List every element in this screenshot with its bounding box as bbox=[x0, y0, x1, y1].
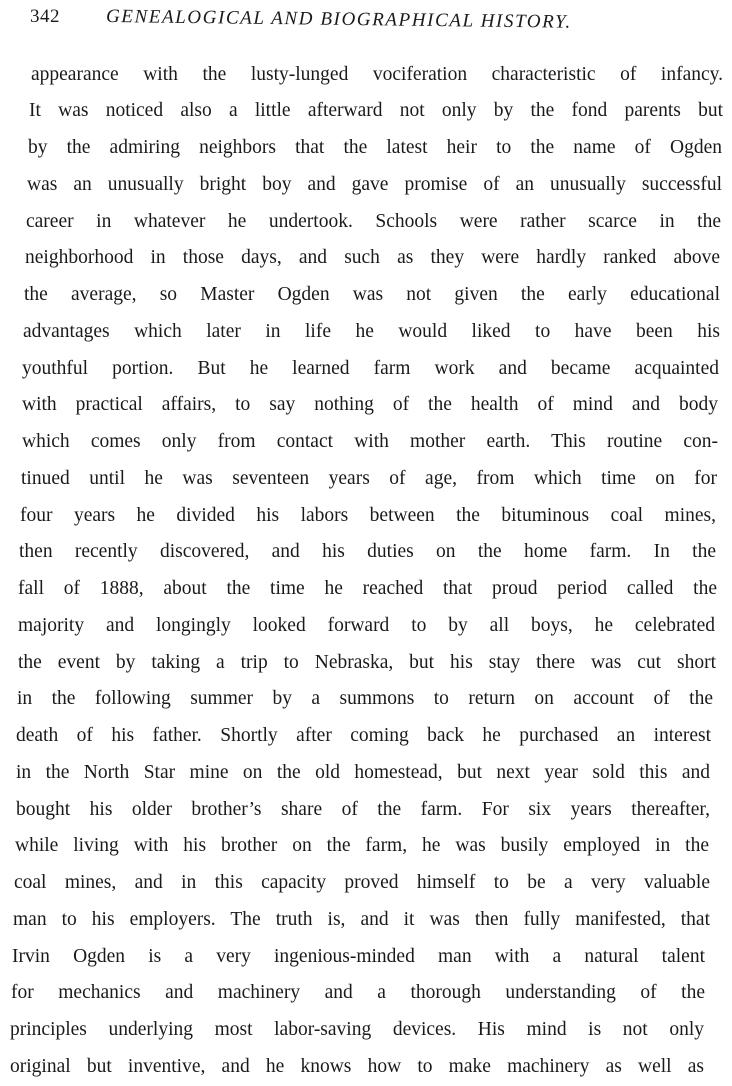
text-line: then recently discovered, and his duties on the home farm. In the bbox=[19, 541, 716, 562]
text-line: youthful portion. But he learned farm work and became acquainted bbox=[22, 358, 719, 379]
running-title: GENEALOGICAL AND BIOGRAPHICAL HISTORY. bbox=[105, 6, 572, 33]
text-line: appearance with the lusty-lunged vociferation characteristic of infancy. bbox=[31, 64, 723, 85]
page-number: 342 bbox=[30, 6, 60, 27]
text-line: was an unusually bright boy and gave promise of an unusually successful bbox=[27, 174, 722, 195]
text-line: four years he divided his labors between the bituminous coal mines, bbox=[20, 505, 716, 526]
text-line: in the following summer by a summons to return on account of the bbox=[17, 688, 713, 709]
text-line: which comes only from contact with mother earth. This routine con- bbox=[22, 431, 718, 452]
text-line: original but inventive, and he knows how to make machinery as well as bbox=[10, 1056, 704, 1077]
text-line: Irvin Ogden is a very ingenious-minded man with a natural talent bbox=[12, 946, 705, 967]
text-line: It was noticed also a little afterward not only by the fond parents but bbox=[29, 100, 723, 121]
text-line: man to his employers. The truth is, and it was then fully manifested, that bbox=[13, 909, 710, 930]
text-line: while living with his brother on the farm, he was busily employed in the bbox=[15, 835, 709, 856]
text-line: bought his older brother’s share of the farm. For six years thereafter, bbox=[16, 799, 710, 820]
text-line: in the North Star mine on the old homestead, but next year sold this and bbox=[16, 762, 710, 783]
page-header bbox=[30, 6, 670, 34]
text-line: coal mines, and in this capacity proved himself to be a very valuable bbox=[14, 872, 710, 893]
text-line: career in whatever he undertook. Schools were rather scarce in the bbox=[26, 211, 721, 232]
text-line: advantages which later in life he would liked to have been his bbox=[23, 321, 720, 342]
text-line: principles underlying most labor-saving devices. His mind is not only bbox=[10, 1019, 704, 1040]
text-line: the event by taking a trip to Nebraska, but his stay there was cut short bbox=[18, 652, 716, 673]
text-line: tinued until he was seventeen years of age, from which time on for bbox=[21, 468, 717, 489]
text-line: by the admiring neighbors that the latest heir to the name of Ogden bbox=[28, 137, 722, 158]
text-line: for mechanics and machinery and a thorough understanding of the bbox=[11, 982, 705, 1003]
text-line: death of his father. Shortly after coming back he purchased an interest bbox=[16, 725, 711, 746]
text-line: fall of 1888, about the time he reached that proud period called the bbox=[18, 578, 717, 599]
text-line: majority and longingly looked forward to by all boys, he celebrated bbox=[18, 615, 715, 636]
text-line: neighborhood in those days, and such as they were hardly ranked above bbox=[25, 247, 720, 268]
text-line: the average, so Master Ogden was not given the early educational bbox=[24, 284, 720, 305]
text-line: with practical affairs, to say nothing of the health of mind and body bbox=[22, 394, 718, 415]
